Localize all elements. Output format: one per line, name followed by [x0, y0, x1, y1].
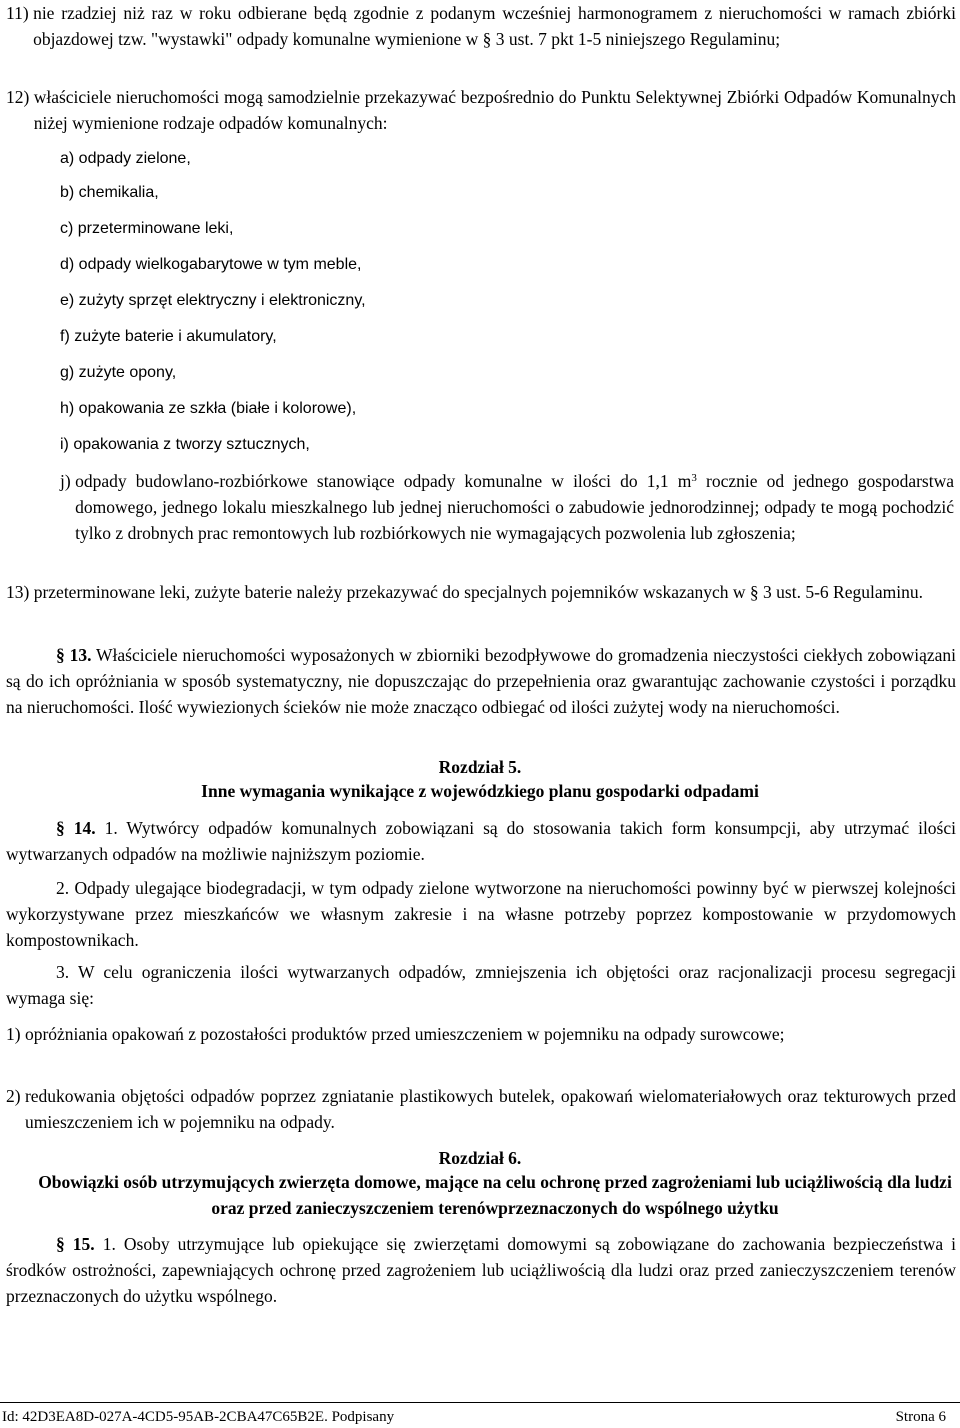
sub-item-h: h) opakowania ze szkła (białe i kolorowe), — [60, 400, 357, 417]
sub-item-a: a) odpady zielone, — [60, 150, 191, 167]
section-label: § 14. — [56, 818, 96, 838]
chapter-6-subtitle: Obowiązki osób utrzymujących zwierzęta domowe, mające na celu ochronę przed zagrożeniami lub uciążliwością dla ludzi oraz przed zanieczyszczeniem terenówprzeznaczonych do wspólnego użytku — [38, 1172, 952, 1218]
sub-item-f: f) zużyte baterie i akumulatory, — [60, 328, 277, 345]
section-label: § 13. — [56, 645, 92, 665]
list-item-number: 1) — [6, 1024, 25, 1044]
section-15 — [6, 1231, 956, 1309]
section-text: Właściciele nieruchomości wyposażonych w zbiorniki bezodpływowe do gromadzenia nieczystości ciekłych zobowiązani są do ich opróżniania w sposób systematyczny, nie dopuszczając do przepełnienia oraz gwarantując zachowanie czystości i porządku na nieruchomości. Ilość wywiezionych ścieków nie może znacząco odbiegać od ilości zużytej wody na nieruchomości. — [6, 645, 957, 717]
list-item-number: 11) — [6, 3, 34, 23]
section-14-p2: 2. Odpady ulegające biodegradacji, w tym odpady zielone wytworzone na nieruchomości powinny być w pierwszej kolejności wykorzystywane przez mieszkańców we własnym zakresie i na własne potrzeby poprzez kompostowanie w przydomowych kompostownikach. — [6, 878, 956, 950]
section-14-item-1 — [6, 1021, 956, 1047]
section-14-item-2 — [6, 1083, 956, 1135]
chapter-6-title: Rozdział 6. — [438, 1148, 522, 1168]
list-item-13 — [6, 579, 956, 605]
section-13 — [6, 642, 956, 720]
superscript-3: 3 — [691, 472, 697, 484]
list-item-text: właściciele nieruchomości mogą samodzielnie przekazywać bezpośrednio do Punktu Selektywnej Zbiórki Odpadów Komunalnych niżej wymienione rodzaje odpadów komunalnych: — [33, 87, 956, 133]
section-14-p1 — [6, 815, 956, 867]
list-item-11 — [6, 0, 956, 52]
document-id: Id: 42D3EA8D-027A-4CD5-95AB-2CBA47C65B2E. Podpisany — [2, 1409, 395, 1425]
section-label: § 15. — [56, 1234, 95, 1254]
chapter-5-subtitle: Inne wymagania wynikające z wojewódzkiego planu gospodarki odpadami — [201, 781, 759, 801]
list-item-number: 13) — [6, 582, 34, 602]
chapter-5-title: Rozdział 5. — [438, 757, 522, 777]
list-item-text: nie rzadziej niż raz w roku odbierane będą zgodnie z podanym wcześniej harmonogramem z nieruchomości w ramach zbiórki objazdowej tzw. "wystawki" odpady komunalne wymienione w § 3 ust. 7 pkt 1-5 niniejszego Regulaminu; — [33, 3, 956, 49]
list-item-number: j) — [60, 471, 76, 491]
list-item-text: redukowania objętości odpadów poprzez zgniatanie plastikowych butelek, opakowań wielomateriałowych oraz tekturowych przed umieszczeniem ich w pojemniku na odpady. — [24, 1086, 956, 1132]
section-14-p3: 3. W celu ograniczenia ilości wytwarzanych odpadów, zmniejszenia ich objętości oraz racjonalizacji procesu segregacji wymaga się: — [6, 962, 956, 1008]
sub-item-c: c) przeterminowane leki, — [60, 220, 234, 237]
page-number: Strona 6 — [895, 1409, 946, 1425]
footer-divider — [0, 1402, 960, 1403]
list-item-text: opróżniania opakowań z pozostałości produktów przed umieszczeniem w pojemniku na odpady surowcowe; — [24, 1024, 785, 1044]
section-text: 1. Osoby utrzymujące lub opiekujące się zwierzętami domowymi są zobowiązane do zachowania bezpieczeństwa i środków ostrożności, zapewniających ochronę przed zagrożeniem lub uciążliwością dla ludzi oraz przed zanieczyszczeniem terenów przeznaczonych do użytku wspólnego. — [6, 1234, 956, 1306]
list-item-number: 12) — [6, 87, 34, 107]
list-item-12 — [6, 84, 956, 136]
sub-item-b: b) chemikalia, — [60, 184, 159, 201]
sub-item-d: d) odpady wielkogabarytowe w tym meble, — [60, 256, 362, 273]
sub-item-g: g) zużyte opony, — [60, 364, 177, 381]
list-item-text: przeterminowane leki, zużyte baterie należy przekazywać do specjalnych pojemników wskazanych w § 3 ust. 5-6 Regulaminu. — [33, 582, 923, 602]
list-item-text: odpady budowlano-rozbiórkowe stanowiące odpady komunalne w ilości do 1,1 $m^3$ rocznie od jednego gospodarstwa domowego, jednego lokalu mieszkalnego lub jednej nieruchomości o zabudowie jednorodzinnej; odpady te mogą pochodzić tylko z drobnych prac remontowych lub rozbiórkowych nie wymagających pozwolenia lub zgłoszenia; — [75, 471, 954, 543]
section-text: 1. Wytwórcy odpadów komunalnych zobowiązani są do stosowania takich form konsumpcji, aby utrzymać ilości wytwarzanych odpadów na możliwie najniższym poziomie. — [6, 818, 956, 864]
sub-item-i: i) opakowania z tworzy sztucznych, — [60, 436, 310, 453]
list-item-number: 2) — [6, 1086, 25, 1106]
sub-item-e: e) zużyty sprzęt elektryczny i elektroniczny, — [60, 292, 366, 309]
sub-item-j — [60, 468, 954, 546]
